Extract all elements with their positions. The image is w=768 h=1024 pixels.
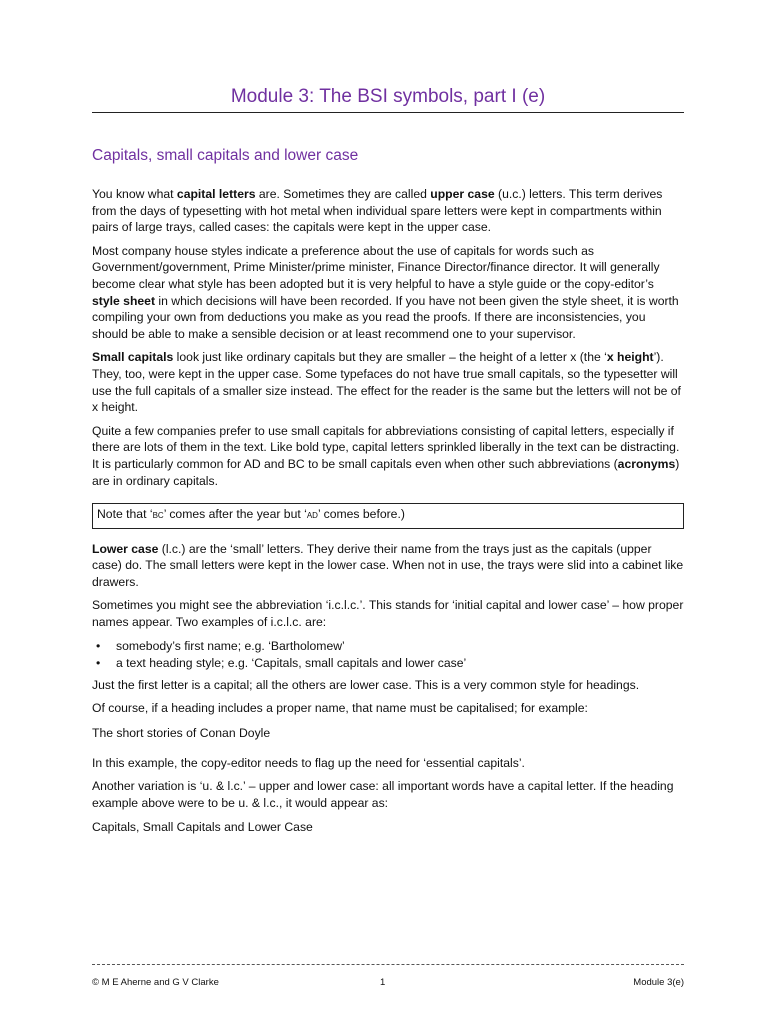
bold-term: x height <box>606 350 654 365</box>
paragraph-capital-letters <box>92 186 684 236</box>
list-item: • a text heading style; e.g. ‘Capitals, small capitals and lower case’ <box>92 655 684 672</box>
text-run: Most company house styles indicate a preference about the use of capitals for words such as Government/government, Prime Minister/prime minister, Finance Director/finance director. It will generally become clear what style has been adopted but it is very helpful to have a style guide or the copy-editor’s <box>92 243 660 291</box>
text-run: You know what <box>92 187 177 201</box>
example-heading-ulc: Capitals, Small Capitals and Lower Case <box>92 820 313 835</box>
text-run: ) are in ordinary capitals. <box>92 456 680 488</box>
paragraph-proper-name: Of course, if a heading includes a proper name, that name must be capitalised; for example: <box>92 701 588 716</box>
text-run: ’ comes before.) <box>317 507 405 522</box>
footer-module: Module 3(e) <box>633 977 684 988</box>
example-heading-iclc: The short stories of Conan Doyle <box>92 726 271 741</box>
list-item: • somebody’s first name; e.g. ‘Bartholomew’ <box>92 638 684 655</box>
small-caps-bc: bc <box>152 509 164 522</box>
text-run: Note that ‘ <box>97 507 153 522</box>
text-run: are. Sometimes they are called <box>255 187 431 201</box>
text-run: Quite a few companies prefer to use small capitals for abbreviations consisting of capital letters, especially if there are lots of them in the text. Like bold type, capital letters sprinkled liberally in the text can be distracting. It is particularly common for AD and BC to be small capitals even when other such abbreviations ( <box>92 423 680 471</box>
title-rule <box>92 112 684 113</box>
small-caps-ad: ad <box>306 509 318 522</box>
text-run: (u.c.) letters. This term derives from the days of typesetting with hot metal when individual spare letters were kept in compartments within pairs of large trays, called cases: the capitals were kept in the upper case. <box>92 187 663 235</box>
bold-term: upper case <box>430 187 495 201</box>
text-run: in which decisions will have been recorded. If you have not been given the style sheet, it is worth compiling your own from deductions you make as you read the proofs. If there are inconsistencies, you should be able to make a sensible decision or at least recommend one to your supervisor. <box>92 293 679 341</box>
bold-term: Lower case <box>92 541 159 556</box>
paragraph-iclc: Sometimes you might see the abbreviation ‘i.c.l.c.’. This stands for ‘initial capital and lower case’ – how proper names appear. Two examples of i.c.l.c. are: <box>92 598 684 630</box>
paragraph-first-letter: Just the first letter is a capital; all the others are lower case. This is a very common style for headings. <box>92 677 640 692</box>
paragraph-ulc: Another variation is ‘u. & l.c.’ – upper and lower case: all important words have a capital letter. If the heading example above were to be u. & l.c., it would appear as: <box>92 779 674 810</box>
paragraph-small-capitals <box>92 349 684 415</box>
text-run: look just like ordinary capitals but they are smaller – the height of a letter x (the ‘ <box>173 350 607 365</box>
footer-rule <box>92 964 684 965</box>
bold-term: acronyms <box>617 456 676 471</box>
text-run: (l.c.) are the ‘small’ letters. They derive their name from the trays just as the capitals (upper case) do. The small letters were kept in the lower case. When not in use, the trays were slid into a cabinet like drawers. <box>92 541 684 589</box>
paragraph-house-styles <box>92 243 684 343</box>
footer-copyright: © M E Aherne and G V Clarke <box>92 977 219 988</box>
text-run: ’). They, too, were kept in the upper case. Some typefaces do not have true small capitals, so the typesetter will use the full capitals of a smaller size instead. The effect for the reader is the same but the letters will not be of x height. <box>92 350 681 415</box>
paragraph-lower-case <box>92 541 684 591</box>
bold-term: style sheet <box>92 293 156 308</box>
paragraph-essential-capitals: In this example, the copy-editor needs to flag up the need for ‘essential capitals’. <box>92 755 525 770</box>
page-number: 1 <box>380 977 386 988</box>
text-run: ’ comes after the year but ‘ <box>163 507 307 522</box>
bold-term: Small capitals <box>92 350 174 365</box>
example-list <box>92 638 684 672</box>
section-heading: Capitals, small capitals and lower case <box>92 147 359 164</box>
bold-term: capital letters <box>176 187 256 201</box>
note-box <box>92 503 684 529</box>
paragraph-abbreviations <box>92 423 684 489</box>
page-title: Module 3: The BSI symbols, part I (e) <box>230 86 546 107</box>
body-text <box>92 186 684 849</box>
